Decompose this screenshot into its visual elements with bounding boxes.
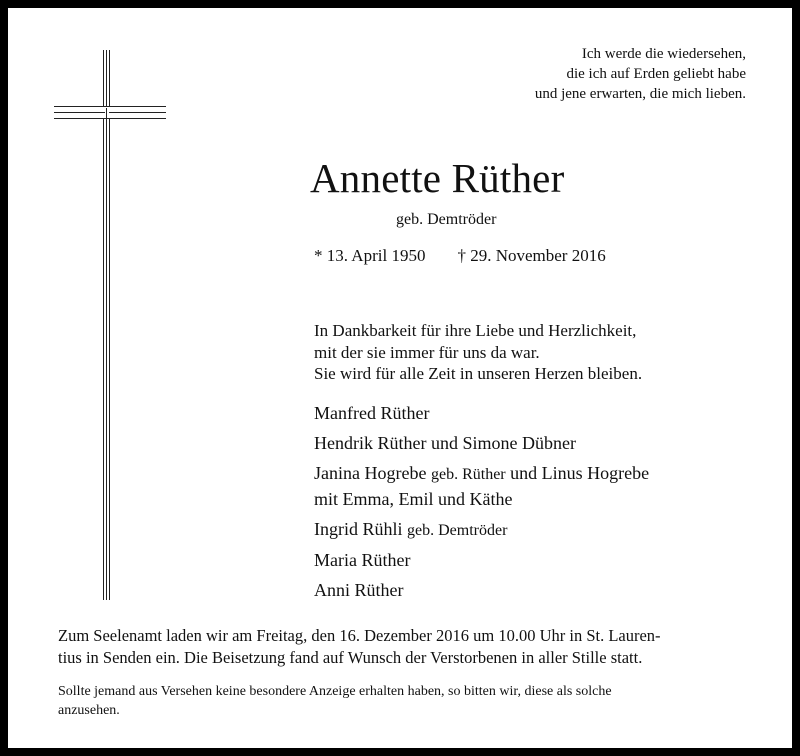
service-info — [58, 625, 748, 668]
verse-line: und jene erwarten, die mich lieben. — [534, 86, 746, 102]
service-line: tius in Senden ein. Die Beisetzung fand auf Wunsch der Verstorbenen in aller Stille statt. — [58, 647, 643, 667]
notice-remark — [58, 682, 748, 720]
mourner: Manfred Rüther — [314, 403, 430, 423]
life-dates — [314, 246, 606, 266]
thanks-text — [314, 320, 642, 385]
mourner: Hendrik Rüther und Simone Dübner — [314, 433, 576, 453]
mourner — [314, 517, 649, 543]
death-date: † 29. November 2016 — [457, 246, 606, 265]
thanks-line: mit der sie immer für uns da war. — [314, 342, 540, 362]
mourner-name: Janina Hogrebe — [314, 463, 431, 483]
deceased-name: Annette Rüther — [310, 155, 565, 201]
thanks-line: Sie wird für alle Zeit in unseren Herzen bleiben. — [314, 364, 643, 383]
mourner-name: Ingrid Rühli — [314, 519, 407, 539]
birth-name: geb. Demtröder — [396, 211, 497, 228]
mourner — [314, 461, 649, 512]
note-line: anzusehen. — [58, 703, 120, 718]
mourner-children: mit Emma, Emil und Käthe — [314, 489, 513, 509]
mourner-partner: und Linus Hogrebe — [505, 463, 650, 483]
birth-date: * 13. April 1950 — [314, 246, 426, 265]
mourner-birth-name: geb. Demtröder — [407, 522, 508, 539]
mourner-birth-name: geb. Rüther — [430, 466, 506, 483]
cross-icon — [54, 50, 166, 600]
mourners-list — [314, 401, 649, 608]
verse — [535, 44, 746, 104]
mourner: Maria Rüther — [314, 550, 411, 570]
thanks-line: In Dankbarkeit für ihre Liebe und Herzlichkeit, — [314, 321, 637, 340]
mourner: Anni Rüther — [314, 580, 404, 600]
note-line: Sollte jemand aus Versehen keine besondere Anzeige erhalten haben, so bitten wir, diese als solche — [58, 684, 612, 699]
verse-line: Ich werde die wiedersehen, — [581, 46, 746, 62]
verse-line: die ich auf Erden geliebt habe — [566, 66, 746, 82]
obituary-notice — [8, 8, 792, 748]
service-line: Zum Seelenamt laden wir am Freitag, den 16. Dezember 2016 um 10.00 Uhr in St. Lauren- — [58, 626, 661, 645]
